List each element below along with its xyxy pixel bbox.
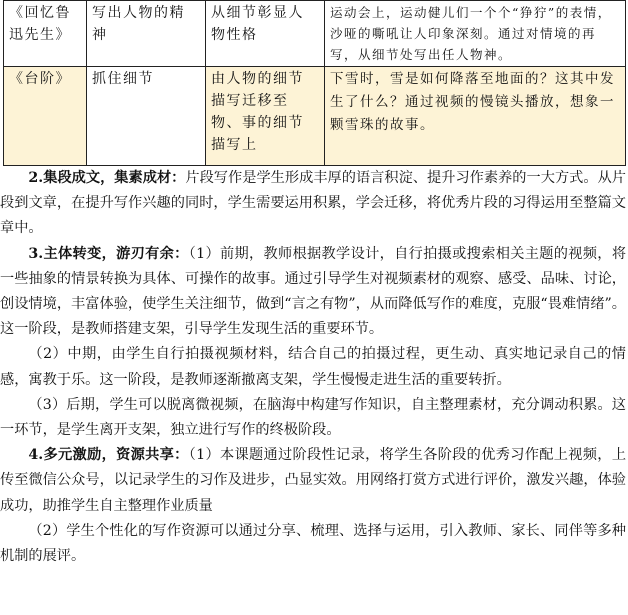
paragraph-body: （1）前期，教师根据教学设计，自行拍摄或搜索相关主题的视频，将一些抽象的情景转换为具体、可操作的故事。通过引导学生对视频素材的观察、感受、品味、讨论，创设情境，丰富体验，使学生关注细节，做到“言之有物”，从而降低写作的难度，克服“畏难情绪”。这一阶段，是教师搭建支架，引导学生发现生活的重要环节。 bbox=[0, 245, 627, 338]
paragraph bbox=[0, 242, 626, 343]
table-cell-purpose: 从细节彰显人物性格 bbox=[206, 1, 325, 67]
table-cell-description: 运动会上，运动健儿们一个个“狰狞”的表情，沙哑的嘶吼让人印象深刻。通过对情境的再写，从细节处写出任人物神。 bbox=[325, 1, 626, 67]
table-cell-title: 《回忆鲁迅先生》 bbox=[4, 1, 87, 67]
paragraph bbox=[0, 519, 626, 569]
section-heading: 2.集段成文，集素成材： bbox=[28, 170, 186, 186]
paragraph-body: （2）学生个性化的写作资源可以通过分享、梳理、选择与运用，引入教师、家长、同伴等多种机制的展评。 bbox=[0, 522, 626, 565]
section-heading: 4.多元激励，资源共享： bbox=[28, 447, 189, 464]
section-heading: 3.主体转变，游刃有余： bbox=[28, 245, 189, 262]
lesson-table bbox=[3, 0, 626, 166]
table-cell-purpose: 由人物的细节描写迁移至物、事的细节描写上 bbox=[206, 67, 325, 166]
table-row bbox=[4, 1, 626, 67]
paragraph-body: （2）中期，由学生自行拍摄视频材料，结合自己的拍摄过程，更生动、真实地记录自己的情感，寓教于乐。这一阶段，是教师逐渐撤离支架，学生慢慢走进生活的重要转折。 bbox=[0, 346, 626, 388]
table-cell-description: 下雪时，雪是如何降落至地面的？这其中发生了什么？通过视频的慢镜头播放，想象一颗雪珠的故事。 bbox=[325, 67, 626, 166]
table-cell-method: 写出人物的精神 bbox=[87, 1, 206, 67]
paragraph-body: 片段写作是学生形成丰厚的语言积淀、提升习作素养的一大方式。从片段到文章，在提升写作兴趣的同时，学生需要运用积累，学会迁移，将优秀片段的习得运用至整篇文章中。 bbox=[0, 170, 626, 237]
paragraph bbox=[0, 342, 626, 392]
table-cell-title: 《台阶》 bbox=[4, 67, 87, 166]
table-row bbox=[4, 67, 626, 166]
paragraph bbox=[0, 393, 626, 443]
paragraph bbox=[0, 443, 626, 519]
body-text bbox=[0, 166, 626, 569]
paragraph-body: （1）本课题通过阶段性记录，将学生各阶段的优秀习作配上视频，上传至微信公众号，以记录学生的习作及进步，凸显实效。用网络打赏方式进行评价，激发兴趣，体验成功，助推学生自主整理作业质量 bbox=[0, 447, 627, 514]
table-cell-method: 抓住细节 bbox=[87, 67, 206, 166]
paragraph bbox=[0, 166, 626, 242]
paragraph-body: （3）后期，学生可以脱离微视频，在脑海中构建写作知识，自主整理素材，充分调动积累。这一环节，是学生离开支架，独立进行写作的终极阶段。 bbox=[0, 396, 626, 439]
